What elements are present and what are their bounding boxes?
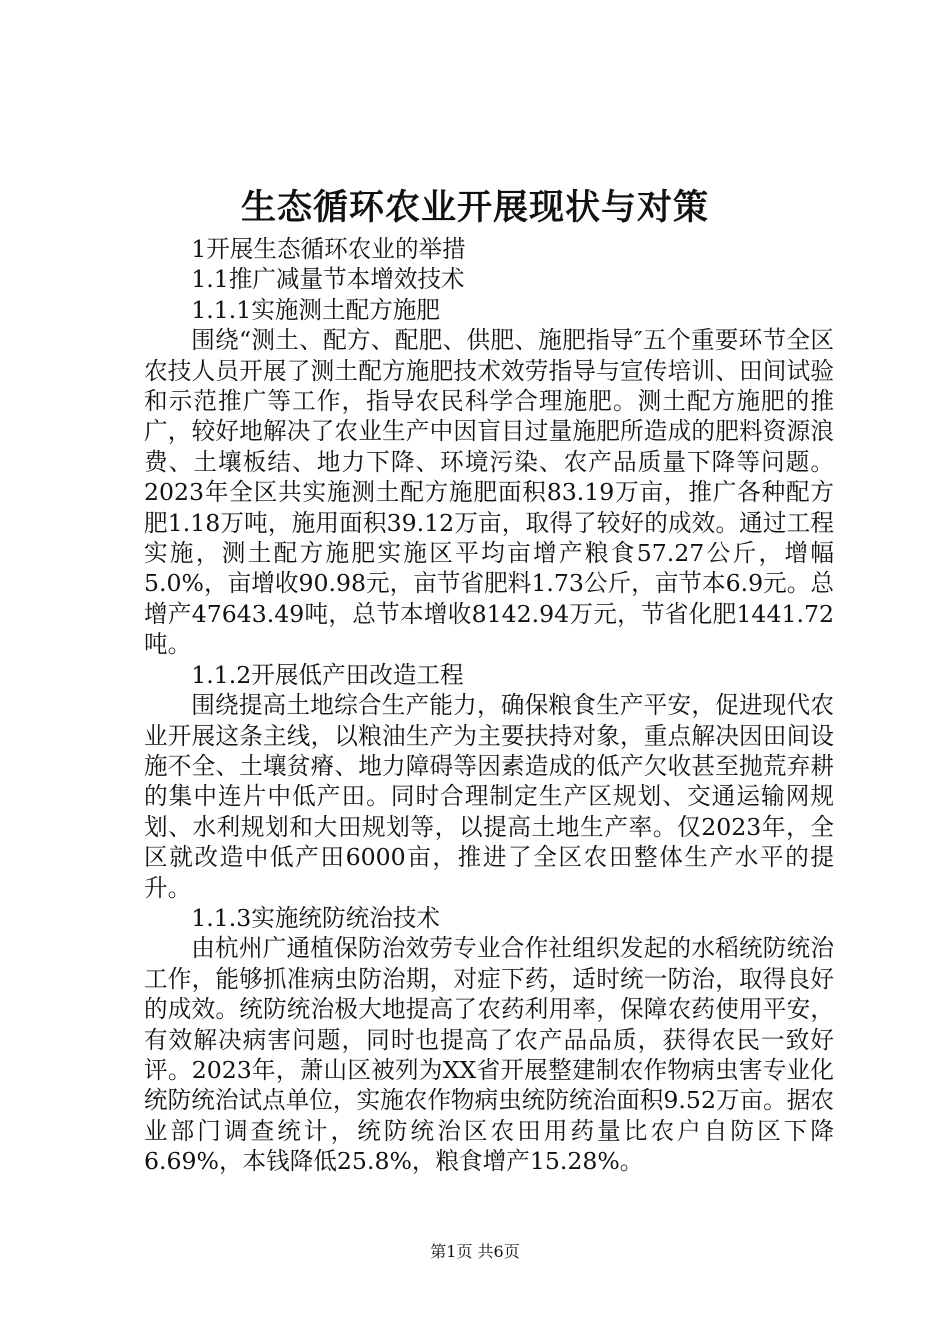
section-heading-1-1-2: 1.1.2开展低产田改造工程: [191, 660, 464, 689]
body-paragraph: 围绕“测土、配方、配肥、供肥、施肥指导″五个重要环节全区农技人员开展了测土配方施肥技术效劳指导与宣传培训、田间试验和示范推广等工作，指导农民科学合理施肥。测土配方施肥的推广，较好地解决了农业生产中因盲目过量施肥所造成的肥料资源浪费、土壤板结、地力下降、环境污染、农产品质量下降等问题。2023年全区共实施测土配方施肥面积83.19万亩，推广各种配方肥1.18万吨，施用面积39.12万亩，取得了较好的成效。通过工程实施，测土配方施肥实施区平均亩增产粮食57.27公斤，增幅5.0%，亩增收90.98元，亩节省肥料1.73公斤，亩节本6.9元。总增产47643.49吨，总节本增收8142.94万元，节省化肥1441.72吨。: [144, 326, 834, 659]
page-footer: 第1页 共6页: [430, 1242, 520, 1261]
document-title: 生态循环农业开展现状与对策: [240, 187, 709, 228]
body-paragraph: 围绕提高土地综合生产能力，确保粮食生产平安，促进现代农业开展这条主线，以粮油生产为主要扶持对象，重点解决因田间设施不全、土壤贫瘠、地力障碍等因素造成的低产欠收甚至抛荒弃耕的集中连片中低产田。同时合理制定生产区规划、交通运输网规划、水利规划和大田规划等，以提高土地生产率。仅2023年，全区就改造中低产田6000亩，推进了全区农田整体生产水平的提升。: [144, 691, 834, 902]
section-heading-1-1-3: 1.1.3实施统防统治技术: [191, 903, 440, 932]
section-heading-1: 1开展生态循环农业的举措: [191, 235, 466, 263]
section-heading-1-1-1: 1.1.1实施测土配方施肥: [191, 295, 440, 324]
document-body: [144, 234, 834, 1177]
section-heading-1-1: 1.1推广减量节本增效技术: [191, 265, 465, 294]
body-paragraph: 由杭州广通植保防治效劳专业合作社组织发起的水稻统防统治工作，能够抓准病虫防治期，对症下药，适时统一防治，取得良好的成效。统防统治极大地提高了农药利用率，保障农药使用平安，有效解决病害问题，同时也提高了农产品品质，获得农民一致好评。2023年，萧山区被列为XX省开展整建制农作物病虫害专业化统防统治试点单位，实施农作物病虫统防统治面积9.52万亩。据农业部门调查统计，统防统治区农田用药量比农户自防区下降6.69%，本钱降低25.8%，粮食增产15.28%。: [144, 934, 834, 1176]
